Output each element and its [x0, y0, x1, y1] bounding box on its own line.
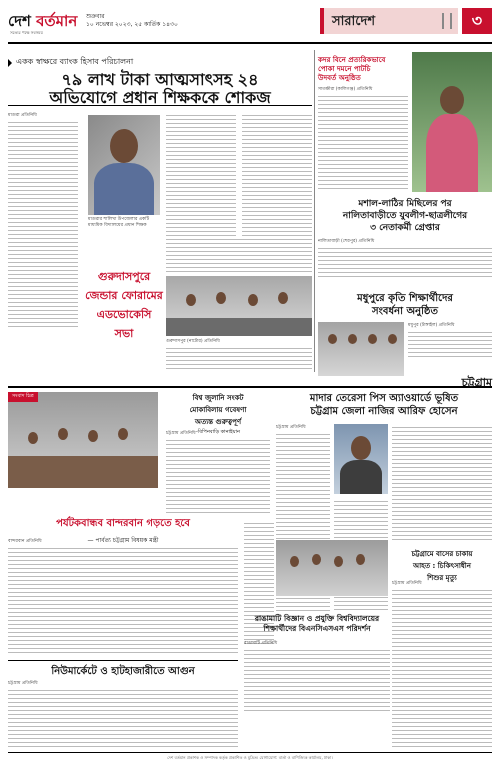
story4-byline: নালিতাবাড়ী (শেরপুর) প্রতিনিধি: [318, 239, 375, 244]
story1-kicker: একক স্বাক্ষরে ব্যাংক হিসাব পরিচালনা: [16, 57, 134, 66]
person-head: [334, 556, 343, 567]
story5-body: [408, 322, 492, 376]
story8-portrait-photo: [334, 424, 388, 494]
chattogram-label: চট্টগ্রাম: [461, 376, 492, 389]
story1-body-col1: [8, 112, 78, 327]
story9-byline: চট্টগ্রাম প্রতিনিধি: [392, 581, 422, 586]
person-head: [186, 294, 196, 306]
person-head: [28, 432, 38, 444]
story8-byline: চট্টগ্রাম প্রতিনিধি: [276, 425, 306, 430]
divider-bars-icon: [442, 13, 452, 29]
logo-tagline: সত্যের পক্ষে সবসময়: [10, 30, 43, 35]
story6-meeting-photo: [8, 392, 158, 488]
story4-body: [318, 238, 492, 288]
newspaper-logo[interactable]: দেশ বর্তমান: [8, 12, 78, 30]
person-head: [58, 428, 68, 440]
story2-headline[interactable]: গুরুদাসপুরে জেন্ডার ফোরামের এডভোকেসি সভা: [85, 270, 163, 340]
story10-byline: রাঙামাটি প্রতিনিধি: [244, 641, 278, 646]
story3-headline[interactable]: কদর বিনে প্রত্যরিকভাবে পোকা দমনে পাটচি উদবর্ত অনুষ্ঠিত: [318, 56, 386, 82]
story1-byline: মাগুরা প্রতিনিধি: [8, 113, 37, 118]
table: [8, 456, 158, 488]
arrow-icon: [8, 59, 12, 67]
story2-byline: গুরুদাসপুর (নাটোর) প্রতিনিধি: [166, 339, 220, 344]
dateline: শুক্রবার ১০ নভেম্বর ২০২৩, ২৫ কার্তিক ১৪৩০: [86, 13, 178, 28]
page-number: ৩: [462, 8, 492, 34]
person-head: [216, 292, 226, 304]
story10-body: [244, 640, 390, 750]
story1-body-bottom: [166, 236, 312, 274]
person-head: [388, 334, 397, 344]
story2-body: [166, 338, 312, 372]
story8-body-col3: [392, 424, 492, 544]
person-head: [290, 556, 299, 567]
person-head: [88, 430, 98, 442]
person-shirt: [426, 114, 478, 192]
person-head: [348, 334, 357, 344]
story3-byline: সাতক্ষীরা (কালিগঞ্জ) প্রতিনিধি: [318, 87, 373, 92]
footer-imprint: দেশ বর্তমান প্রকাশক ও সম্পাদক কর্তৃক প্রকাশিত ও মুদ্রিত। যোগাযোগ: বার্তা ও বাণিজ্যিক কার্যালয়, ঢাকা।: [167, 755, 333, 760]
footer-rule: [8, 752, 492, 753]
story5-byline: মধুপুর (টাঙ্গাইল) প্রতিনিধি: [408, 323, 455, 328]
photo-tag: সংবাদ চিত্র: [8, 392, 38, 402]
story7-byline: চট্টগ্রাম প্রতিনিধি: [166, 431, 196, 436]
story7-body: [166, 430, 270, 514]
story1-portrait-photo: [88, 115, 160, 215]
story4-headline[interactable]: মশাল-লাঠির মিছিলের পর নালিতাবাড়ীতে যুবলীগ-ছাত্রলীগের ৩ নেতাকর্মী গ্রেপ্তার: [342, 199, 468, 233]
story6-body: [8, 538, 238, 656]
story3-body: [318, 86, 408, 192]
person-head: [110, 129, 138, 163]
person-head: [118, 428, 128, 440]
person-head: [312, 554, 321, 565]
masthead: [8, 4, 492, 44]
story1-header: [8, 56, 312, 106]
person-head: [278, 292, 288, 304]
story10-headline[interactable]: রাঙামাটি বিজ্ঞান ও প্রযুক্তি বিশ্ববিদ্যালয়ের শিক্ষার্থীদের বিএনসিএসএস পরিদর্শন: [254, 614, 380, 633]
person-head: [356, 554, 365, 565]
story5-headline[interactable]: মধুপুরে কৃতি শিক্ষার্থীদের সংবর্ধনা অনুষ্ঠিত: [357, 293, 453, 317]
section-label: সারাদেশ: [320, 8, 458, 34]
story4-portrait-photo: [412, 52, 492, 192]
person-head: [351, 436, 371, 460]
story11-byline: চট্টগ্রাম প্রতিনিধি: [8, 681, 38, 686]
story1-kicker-row: [8, 56, 312, 69]
story6-headline[interactable]: পর্যটকবান্ধব বান্দরবান গড়তে হবে — পার্বত্য চট্টগ্রাম বিষয়ক মন্ত্রী: [56, 518, 190, 544]
person-head: [248, 294, 258, 306]
story10-photo: [276, 540, 388, 596]
story9-headline[interactable]: চট্টগ্রামে বাসের চাকায় আহত : চিকিৎসাধীন শিশুর মৃত্যু: [411, 550, 473, 582]
story1-photo-caption: মাগুরার শালিখা উপজেলার একটি মাধ্যমিক বিদ্যালয়ের প্রধান শিক্ষক: [88, 217, 150, 228]
story8-headline[interactable]: মাদার তেরেসা পিস অ্যাওয়ার্ডে ভূষিত চট্টগ্রাম জেলা নাজির আরিফ হোসেন: [309, 393, 459, 417]
person-head: [440, 86, 464, 114]
person-head: [368, 334, 377, 344]
person-shirt: [94, 163, 154, 215]
story6-byline: বান্দরবান প্রতিনিধি: [8, 539, 42, 544]
column-divider: [314, 50, 315, 372]
person-head: [328, 334, 337, 344]
table: [166, 318, 312, 336]
story-rule: [8, 660, 238, 661]
story11-headline[interactable]: নিউমার্কেটে ও হাটহাজারীতে আগুন: [51, 666, 195, 677]
story11-body: [8, 680, 238, 750]
story9-body: [392, 580, 492, 750]
person-shirt: [340, 460, 382, 494]
story2-meeting-photo: [166, 276, 312, 336]
story7-headline[interactable]: বিশ্ব জুলানি সংকট মোকাবিলায় গবেষণা অত্যন্ত গুরুত্বপূর্ণ -বিপিনবাড়ি কানাইয়ান: [189, 394, 247, 435]
story1-headline[interactable]: ৭৯ লাখ টাকা আত্মসাৎসহ ২৪ অভিযোগে প্রধান শিক্ষককে শোকজ: [49, 70, 271, 107]
story5-photo: [318, 322, 404, 376]
